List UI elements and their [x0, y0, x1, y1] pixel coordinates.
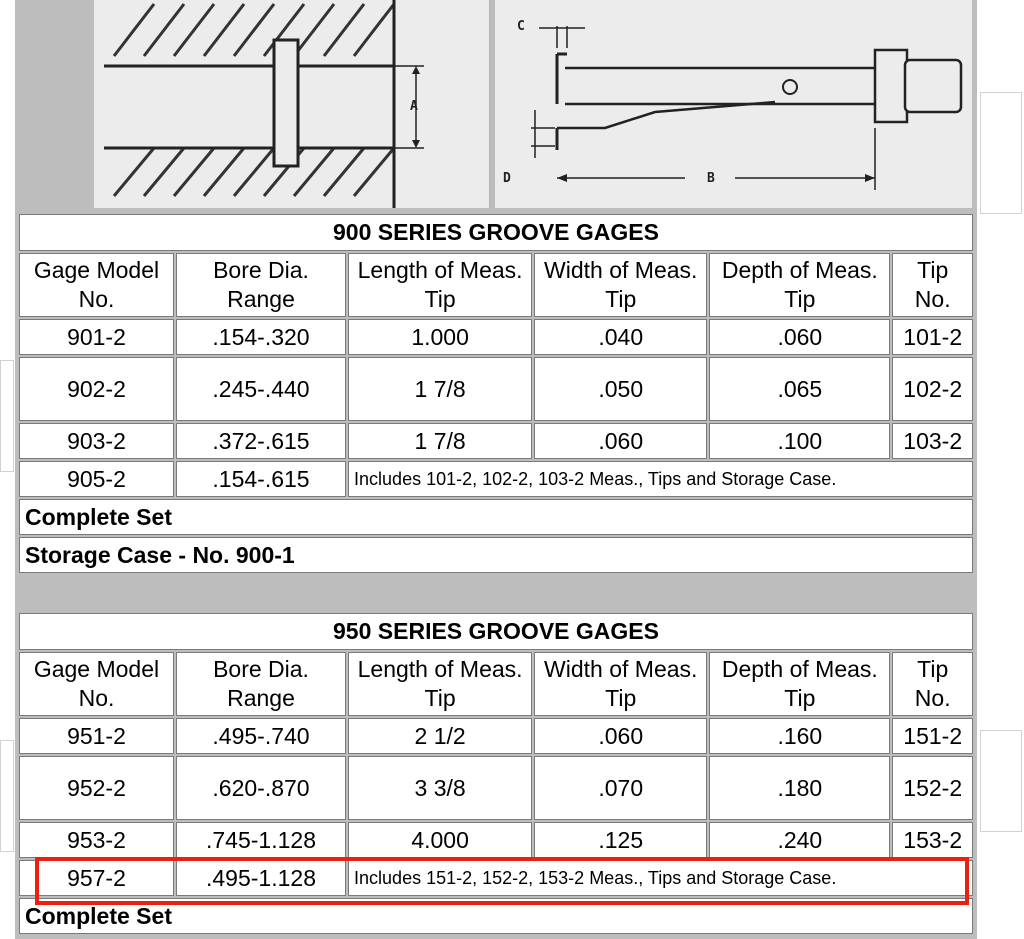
table-cell: .240 — [709, 822, 890, 858]
set-note-cell: Includes 101-2, 102-2, 103-2 Meas., Tips and Storage Case. — [348, 461, 973, 497]
storage-case-label: Storage Case - No. 900-1 — [19, 537, 973, 573]
set-row — [19, 461, 973, 497]
dimension-label-d: D — [503, 171, 511, 186]
table-cell: .180 — [709, 756, 890, 820]
table-cell: 1 7/8 — [348, 423, 532, 459]
table-row — [19, 357, 973, 421]
table-title: 900 SERIES GROOVE GAGES — [19, 214, 973, 251]
column-header: Tip No. — [892, 652, 973, 716]
table-cell: .125 — [534, 822, 707, 858]
table-cell: .154-.320 — [176, 319, 346, 355]
column-header: Length of Meas. Tip — [348, 253, 532, 317]
set-range-cell: .495-1.128 — [176, 860, 346, 896]
table-cell: .745-1.128 — [176, 822, 346, 858]
table-row — [19, 319, 973, 355]
complete-set-label: Complete Set — [19, 898, 973, 934]
column-header: Width of Meas. Tip — [534, 253, 707, 317]
column-header: Depth of Meas. Tip — [709, 652, 890, 716]
series-900-table — [17, 212, 975, 575]
dimension-label-c: C — [517, 19, 525, 34]
table-cell: 2 1/2 — [348, 718, 532, 754]
table-cell: 151-2 — [892, 718, 973, 754]
table-row — [19, 756, 973, 820]
background-fragment — [980, 92, 1022, 214]
table-cell: 952-2 — [19, 756, 174, 820]
table-cell: 153-2 — [892, 822, 973, 858]
table-cell: 3 3/8 — [348, 756, 532, 820]
table-cell: 951-2 — [19, 718, 174, 754]
table-row — [19, 718, 973, 754]
series-950-table — [17, 611, 975, 936]
table-cell: .245-.440 — [176, 357, 346, 421]
bore-section-drawing — [94, 0, 490, 208]
table-cell: 102-2 — [892, 357, 973, 421]
column-header: Width of Meas. Tip — [534, 652, 707, 716]
table-cell: .060 — [709, 319, 890, 355]
table-cell: .070 — [534, 756, 707, 820]
table-cell: 902-2 — [19, 357, 174, 421]
set-model-cell: 905-2 — [19, 461, 174, 497]
groove-gage-svg — [495, 0, 972, 208]
catalog-panel — [15, 0, 977, 939]
set-row — [19, 860, 973, 896]
table-cell: 4.000 — [348, 822, 532, 858]
set-range-cell: .154-.615 — [176, 461, 346, 497]
table-cell: .100 — [709, 423, 890, 459]
table-cell: .040 — [534, 319, 707, 355]
table-cell: .372-.615 — [176, 423, 346, 459]
table-cell: 953-2 — [19, 822, 174, 858]
column-header: Gage Model No. — [19, 253, 174, 317]
technical-drawings — [15, 0, 977, 208]
background-fragment — [980, 730, 1022, 832]
column-header: Depth of Meas. Tip — [709, 253, 890, 317]
table-cell: .065 — [709, 357, 890, 421]
dimension-label-b: B — [707, 171, 715, 186]
table-cell: 901-2 — [19, 319, 174, 355]
table-cell: 1 7/8 — [348, 357, 532, 421]
set-note-cell: Includes 151-2, 152-2, 153-2 Meas., Tips and Storage Case. — [348, 860, 973, 896]
column-header: Gage Model No. — [19, 652, 174, 716]
background-fragment — [0, 740, 14, 852]
table-row — [19, 822, 973, 858]
table-cell: 152-2 — [892, 756, 973, 820]
dimension-label-a: A — [410, 99, 418, 114]
column-header: Bore Dia. Range — [176, 253, 346, 317]
table-cell: .620-.870 — [176, 756, 346, 820]
table-cell: .060 — [534, 718, 707, 754]
table-row — [19, 423, 973, 459]
table-cell: .050 — [534, 357, 707, 421]
bore-section-svg — [94, 0, 489, 208]
table-cell: 101-2 — [892, 319, 973, 355]
column-header: Tip No. — [892, 253, 973, 317]
table-cell: .060 — [534, 423, 707, 459]
column-header: Length of Meas. Tip — [348, 652, 532, 716]
table-cell: 1.000 — [348, 319, 532, 355]
table-cell: .495-.740 — [176, 718, 346, 754]
table-cell: .160 — [709, 718, 890, 754]
column-header: Bore Dia. Range — [176, 652, 346, 716]
complete-set-label: Complete Set — [19, 499, 973, 535]
set-model-cell: 957-2 — [19, 860, 174, 896]
background-fragment — [0, 360, 14, 472]
groove-gage-drawing — [495, 0, 972, 208]
table-cell: 103-2 — [892, 423, 973, 459]
table-cell: 903-2 — [19, 423, 174, 459]
table-title: 950 SERIES GROOVE GAGES — [19, 613, 973, 650]
